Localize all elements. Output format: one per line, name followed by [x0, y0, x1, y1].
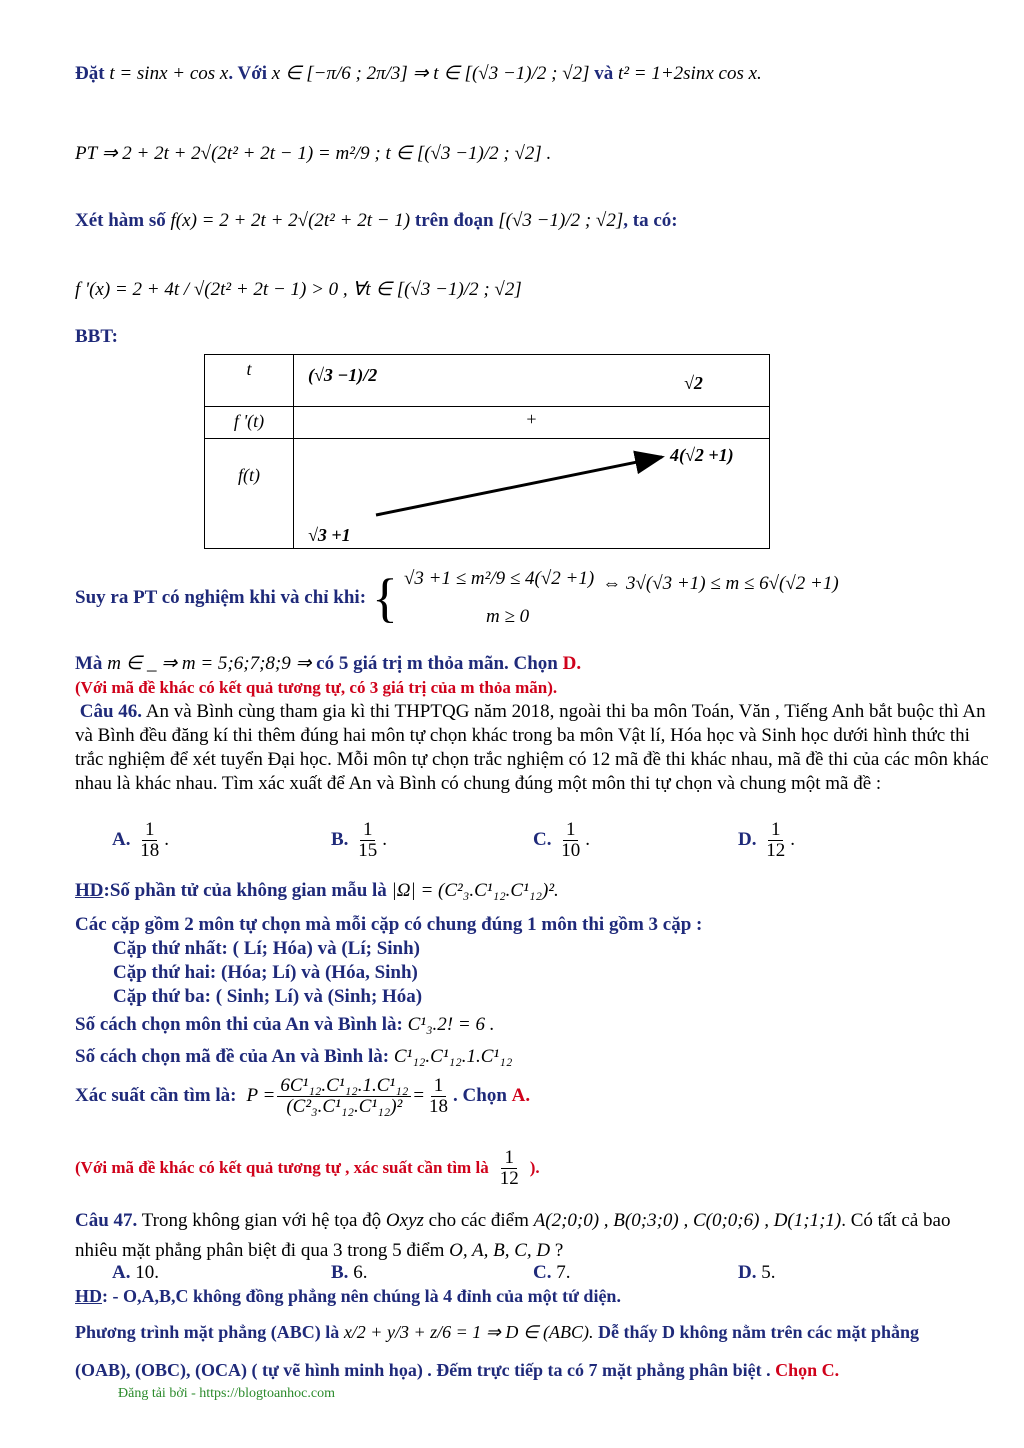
probability: Xác suất cần tìm là: P = $\frac{\text{6C¹₁₂.C¹₁₂.1.C¹₁₂}}{\text{(C²₃.C¹₁₂.C¹₁₂)²}}$ = $\frac{1}{18}$ . Chọn A.: [75, 1075, 531, 1117]
increasing-arrow: [374, 449, 674, 519]
line-derivative: [75, 278, 522, 301]
hd-text: :Số phần tử của không gian mẫu là: [103, 880, 387, 901]
q46-hd: [75, 880, 559, 902]
hd-text: : - O,A,B,C không đồng phẳng nên chúng là 4 đỉnh của một tứ diện.: [102, 1286, 621, 1306]
equiv-result: ⇔ 3√(√3 +1) ≤ m ≤ 6√(√2 +1): [602, 573, 839, 594]
pt-equation: PT ⇒ 2 + 2t + 2√(2t² + 2t − 1) = m²/9 ; t ∈ [(√3 −1)/2 ; √2] .: [75, 143, 552, 164]
option-label: C.: [533, 1262, 552, 1283]
opt-num: 1: [768, 820, 784, 841]
line-xet: [75, 210, 678, 232]
f-bottom: √3 +1: [308, 525, 351, 545]
option-label: B.: [331, 1262, 349, 1283]
q47-option-a: [112, 1262, 159, 1284]
ways-subject-expr: C¹₃.2! = 6 .: [407, 1014, 495, 1035]
system-line-2: m ≥ 0: [485, 606, 530, 627]
opt-den: 10: [561, 839, 581, 861]
answer-a: A.: [511, 1085, 531, 1107]
ta-co-label: , ta có:: [623, 210, 678, 231]
q47-option-d: [738, 1262, 775, 1284]
ways-subject: [75, 1014, 494, 1036]
q46-text: An và Bình cùng tham gia kì thi THPTQG năm 2018, ngoài thi ba môn Toán, Văn , Tiếng Anh bắt buộc thì An và Bình đều đăng kí thi thêm đúng hai môn tự chọn khác trong ba môn Vật lí, Hóa học và Sinh học dưới hình thức thi trắc nghiệm để xét tuyển Đại học. Mỗi môn tự chọn trắc nghiệm có 12 mã đề thi khác nhau, mã đề thi của các môn khác nhau là khác nhau. Tìm xác xuất để An và Bình có chung đúng một môn thi tự chọn và chung một mã đề :: [75, 701, 989, 794]
ways-code-expr: C¹₁₂.C¹₁₂.1.C¹₁₂: [393, 1046, 513, 1067]
option-label: B.: [331, 828, 349, 850]
option-label: A.: [112, 828, 131, 850]
q46-option-d: D. $\frac{1}{12}$ .: [738, 819, 795, 861]
note-46-text: (Với mã đề khác có kết quả tương tự , xác suất cần tìm là: [75, 1158, 489, 1178]
answer-d: D.: [562, 653, 582, 674]
q47-option-b: [331, 1262, 367, 1284]
opt-den: 18: [140, 839, 160, 861]
pair-2: Cặp thứ hai: (Hóa; Lí) và (Hóa, Sinh): [113, 962, 418, 983]
interval: [(√3 −1)/2 ; √2]: [498, 210, 624, 231]
f-def: f(x) = 2 + 2t + 2√(2t² + 2t − 1): [170, 210, 411, 231]
system-brace: {: [372, 568, 398, 628]
ma-expr: m ∈ _ ⇒ m = 5;6;7;8;9 ⇒: [107, 653, 312, 674]
q46-option-c: C. $\frac{1}{10}$ .: [533, 819, 590, 861]
ma-line: [75, 652, 581, 675]
t-squared: t² = 1+2sinx cos x.: [618, 63, 762, 84]
tren-doan-label: trên đoạn: [414, 210, 494, 231]
plane-label: Phương trình mặt phẳng (ABC) là: [75, 1322, 340, 1342]
row-t-values: [294, 355, 770, 407]
bbt-label: BBT:: [75, 326, 118, 347]
note-num: 1: [501, 1148, 517, 1169]
q46: [75, 700, 990, 796]
t-def: t = sinx + cos x: [109, 63, 229, 84]
line-pt: [75, 142, 551, 165]
q47-text-b: cho các điểm: [428, 1210, 529, 1231]
ways-code: [75, 1046, 512, 1068]
xet-label: Xét hàm số: [75, 210, 166, 231]
q47-pts5: O, A, B, C, D: [449, 1240, 551, 1261]
pairs-intro: Các cặp gồm 2 môn tự chọn mà mỗi cặp có chung đúng 1 môn thi gồm 3 cặp :: [75, 914, 703, 935]
line-dat: [75, 62, 762, 85]
q47-text-a: Trong không gian với hệ tọa độ: [141, 1210, 382, 1231]
system-line-1: √3 +1 ≤ m²/9 ≤ 4(√2 +1): [403, 568, 595, 589]
note-den: 12: [499, 1167, 519, 1189]
pair-3: Cặp thứ ba: ( Sinh; Lí) và (Sinh; Hóa): [113, 986, 423, 1007]
va-label: và: [594, 63, 614, 84]
q46-option-a: A. $\frac{1}{18}$ .: [112, 819, 169, 861]
suy-ra-line: [75, 568, 839, 628]
option-label: D.: [738, 1262, 757, 1283]
row-f-head: f(t): [205, 439, 294, 549]
option-value: 10.: [135, 1262, 159, 1283]
x-range: x ∈ [−π/6 ; 2π/3] ⇒ t ∈ [(√3 −1)/2 ; √2]: [271, 63, 590, 84]
q47-points: A(2;0;0) , B(0;3;0) , C(0;0;6) , D(1;1;1): [533, 1210, 842, 1231]
prob-num: 6C¹₁₂.C¹₁₂.1.C¹₁₂: [277, 1076, 411, 1097]
answer-c: Chọn C.: [775, 1360, 840, 1380]
suy-ra-label: Suy ra PT có nghiệm khi và chỉ khi:: [75, 587, 367, 608]
prob-eq: P =: [246, 1085, 276, 1107]
system: [404, 568, 594, 628]
opt-num: 1: [563, 820, 579, 841]
prob-res-num: 1: [431, 1076, 447, 1097]
option-label: C.: [533, 828, 552, 850]
variation-table: [204, 354, 770, 549]
ways-code-label: Số cách chọn mã đề của An và Bình là:: [75, 1046, 390, 1067]
note-46: [75, 1148, 540, 1189]
f-top: 4(√2 +1): [670, 445, 734, 465]
option-value: 5.: [761, 1262, 776, 1283]
derivative: f '(x) = 2 + 4t / √(2t² + 2t − 1) > 0 , ∀t ∈ [(√3 −1)/2 ; √2]: [75, 279, 522, 300]
hd-label: HD: [75, 880, 104, 901]
option-value: 7.: [556, 1262, 571, 1283]
row-f-values: [294, 439, 770, 549]
last-line: [75, 1360, 839, 1381]
row-fprime-head: f '(t): [205, 407, 294, 439]
q47-text-d: ?: [554, 1240, 564, 1261]
prob-res-den: 18: [429, 1095, 449, 1117]
prob-den: (C²₃.C¹₁₂.C¹₁₂)²: [286, 1095, 403, 1117]
plane-tail: Dễ thấy D không nằm trên các mặt phẳng: [597, 1322, 919, 1342]
t-right: √2: [684, 373, 703, 393]
hd-label: HD: [75, 1286, 102, 1306]
ways-subject-label: Số cách chọn môn thi của An và Bình là:: [75, 1014, 403, 1035]
option-label: A.: [112, 1262, 131, 1283]
dat-label: Đặt: [75, 63, 105, 84]
opt-den: 12: [766, 839, 786, 861]
q47: [75, 1206, 990, 1266]
q47-hd: [75, 1286, 621, 1307]
q46-label: Câu 46.: [79, 701, 143, 722]
omega-expr: |Ω| = (C²₃.C¹₁₂.C¹₁₂)².: [391, 880, 559, 901]
q47-option-c: [533, 1262, 570, 1284]
oxyz: Oxyz: [385, 1210, 424, 1231]
q46-option-b: B. $\frac{1}{15}$ .: [331, 819, 387, 861]
opt-den: 15: [358, 839, 378, 861]
q47-label: Câu 47.: [75, 1210, 138, 1231]
q47-text-c: . Có tất cả bao nhiêu mặt phẳng phân biệt đi qua 3 trong 5 điểm: [75, 1210, 951, 1261]
note-variant: (Với mã đề khác có kết quả tương tự, có 3 giá trị của m thỏa mãn).: [75, 678, 558, 697]
voi-label: . Với: [228, 63, 268, 84]
pair-1: Cặp thứ nhất: ( Lí; Hóa) và (Lí; Sinh): [113, 938, 420, 959]
prob-label: Xác suất cần tìm là:: [75, 1085, 237, 1107]
option-label: D.: [738, 828, 757, 850]
opt-num: 1: [360, 820, 376, 841]
footer-credit: Đăng tải bởi - https://blogtoanhoc.com: [118, 1386, 335, 1401]
prob-chon: . Chọn: [453, 1085, 507, 1107]
plane-eq: x/2 + y/3 + z/6 = 1 ⇒ D ∈ (ABC).: [343, 1322, 594, 1342]
option-value: 6.: [353, 1262, 368, 1283]
last-text: (OAB), (OBC), (OCA) ( tự vẽ hình minh họa) . Đếm trực tiếp ta có 7 mặt phẳng phân biệt .: [75, 1360, 771, 1380]
ma-tail: có 5 giá trị m thỏa mãn. Chọn: [316, 653, 558, 674]
note-46-end: ).: [529, 1158, 540, 1178]
t-left: (√3 −1)/2: [308, 365, 378, 385]
row-t-head: t: [205, 355, 294, 407]
plane-line: [75, 1322, 919, 1343]
fprime-sign: +: [294, 407, 770, 439]
opt-num: 1: [142, 820, 158, 841]
ma-label: Mà: [75, 653, 103, 674]
